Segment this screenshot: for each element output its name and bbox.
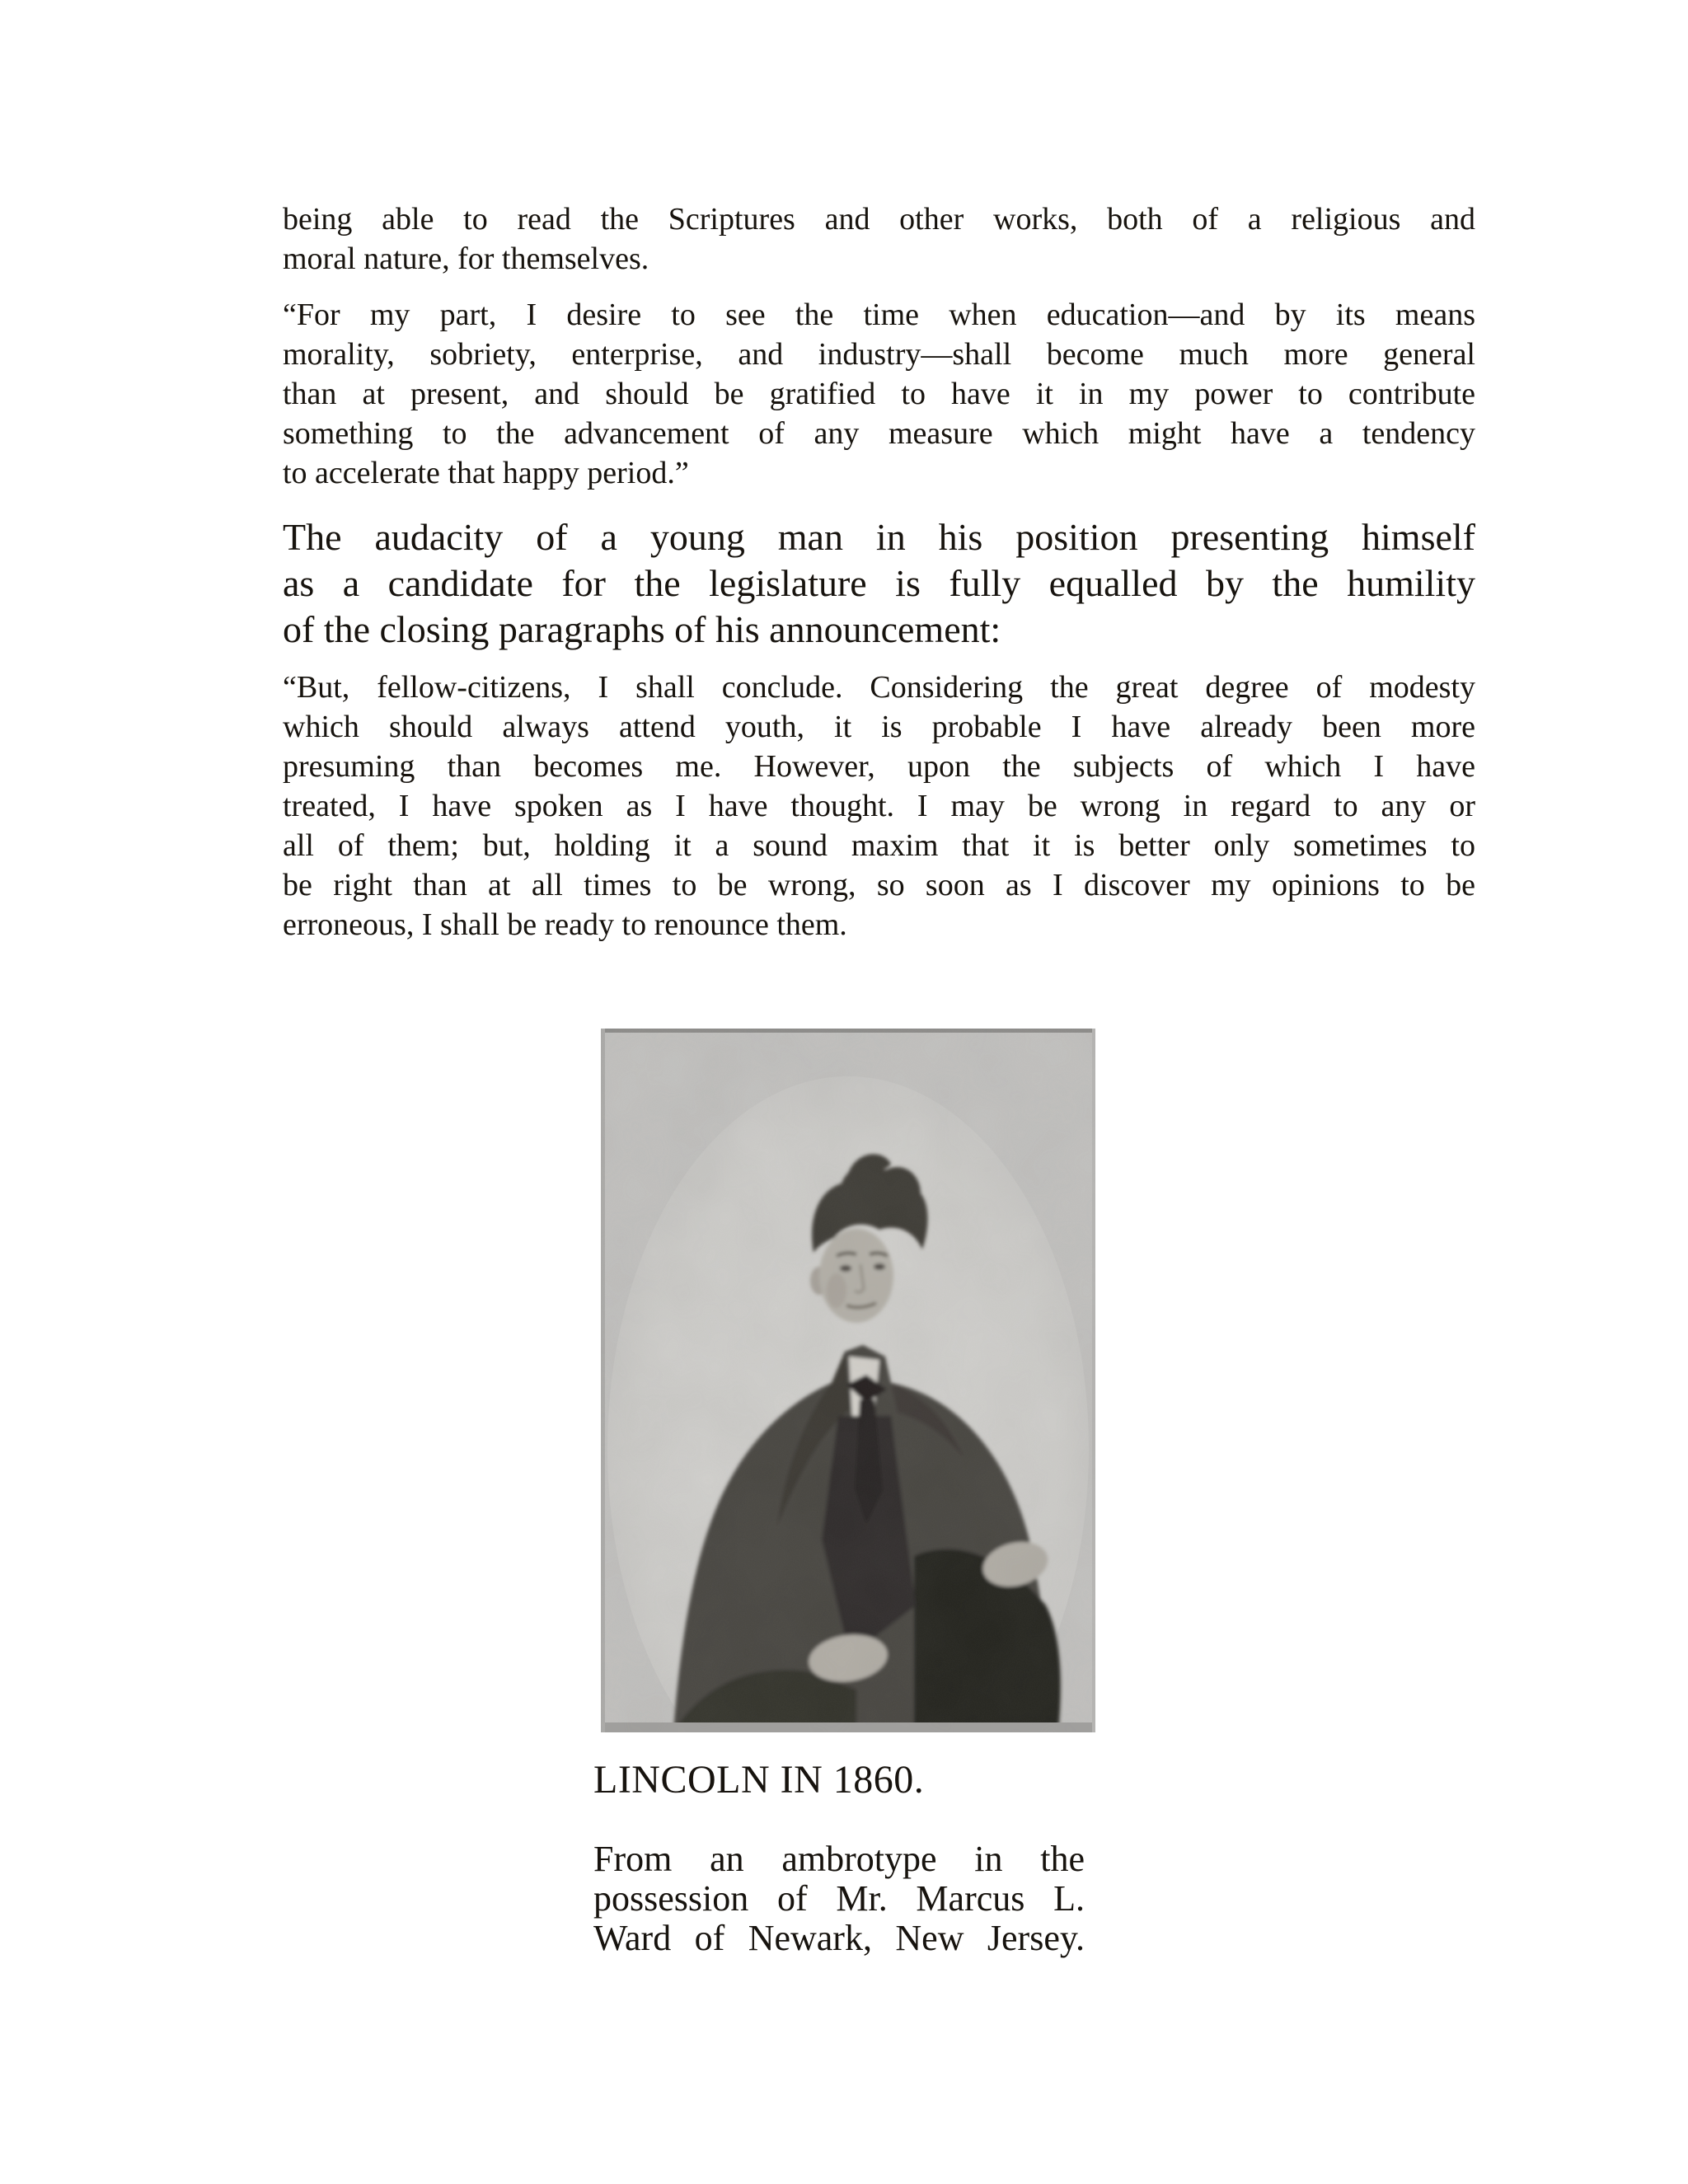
figure-credit (593, 1840, 1085, 1958)
text-line: being able to read the Scriptures and other works, both of a religious and (283, 202, 1475, 237)
text-line: presuming than becomes me. However, upon the subjects of which I have (283, 749, 1475, 784)
text-line: be right than at all times to be wrong, so soon as I discover my opinions to be (283, 868, 1475, 902)
paragraph-fellow-citizens-quote (283, 668, 1475, 944)
text-line: treated, I have spoken as I have thought. I may be wrong in regard to any or (283, 789, 1475, 823)
paragraph-scriptures (283, 199, 1475, 279)
figure-caption: LINCOLN IN 1860. (593, 1758, 925, 1802)
text-line: to accelerate that happy period.” (283, 456, 689, 490)
text-line: of the closing paragraphs of his announcement: (283, 608, 1001, 650)
page-text-column (283, 199, 1475, 944)
photo-grain-texture (601, 1029, 1095, 1732)
lincoln-photo-illustration (601, 1029, 1095, 1732)
paragraph-education-quote (283, 295, 1475, 493)
text-line: possession of Mr. Marcus L. (593, 1878, 1085, 1919)
text-line: moral nature, for themselves. (283, 241, 649, 276)
text-line: all of them; but, holding it a sound maxim that it is better only sometimes to (283, 828, 1475, 863)
lincoln-photo (601, 1029, 1095, 1732)
text-line: something to the advancement of any measure which might have a tendency (283, 416, 1475, 451)
text-line: as a candidate for the legislature is fully equalled by the humility (283, 562, 1475, 604)
text-line: “For my part, I desire to see the time when education—and by its means (283, 298, 1475, 332)
text-line: “But, fellow-citizens, I shall conclude. Considering the great degree of modesty (283, 670, 1475, 705)
paragraph-audacity-lead (283, 514, 1475, 653)
text-line: Ward of Newark, New Jersey. (593, 1918, 1085, 1958)
text-line: erroneous, I shall be ready to renounce them. (283, 907, 847, 942)
text-line: which should always attend youth, it is probable I have already been more (283, 710, 1475, 744)
text-line: morality, sobriety, enterprise, and industry—shall become much more general (283, 337, 1475, 372)
text-line: than at present, and should be gratified to have it in my power to contribute (283, 377, 1475, 411)
text-line: From an ambrotype in the (593, 1839, 1085, 1879)
text-line: The audacity of a young man in his position presenting himself (283, 516, 1475, 558)
